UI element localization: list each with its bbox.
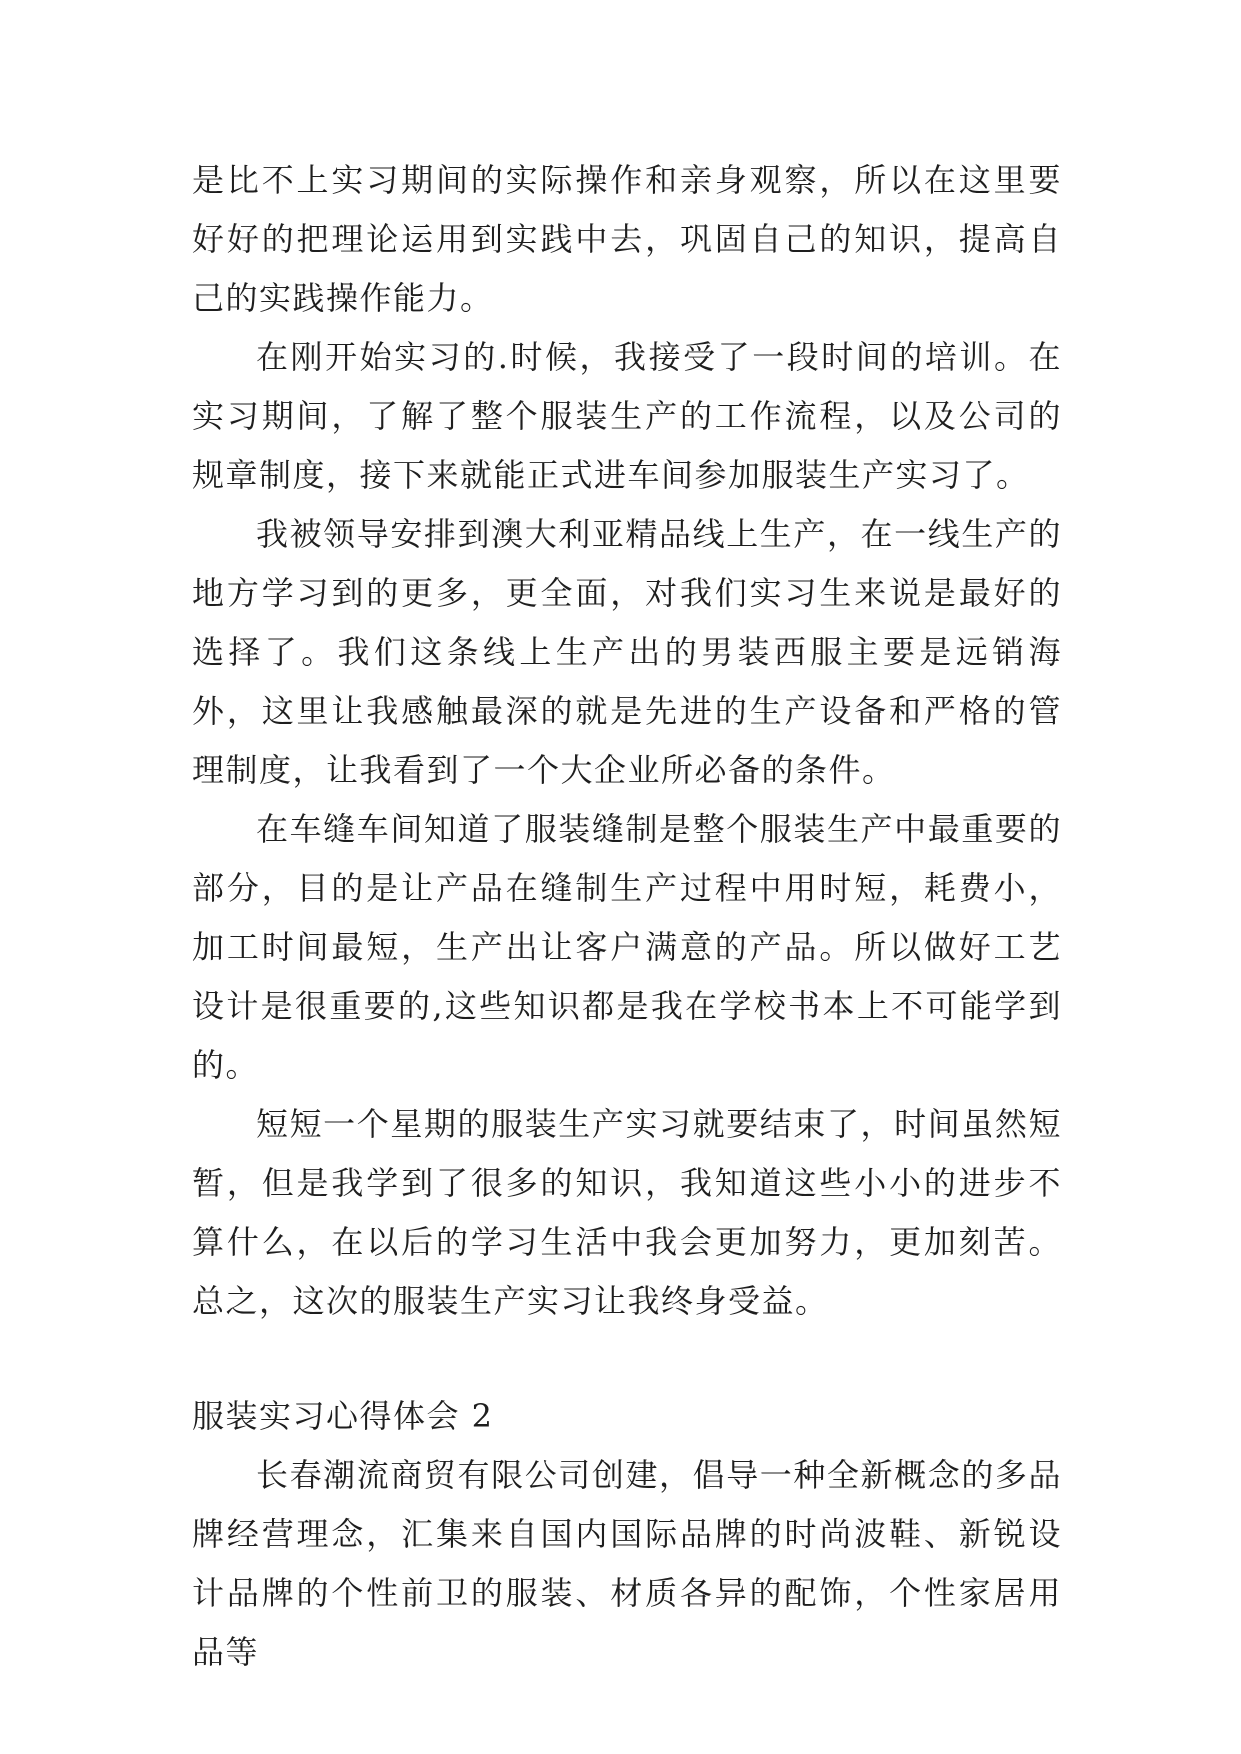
section-title: 服装实习心得体会 2 <box>192 1397 494 1435</box>
paragraph-5: 短短一个星期的服装生产实习就要结束了，时间虽然短暂，但是我学到了很多的知识，我知道这些小小的进步不算什么，在以后的学习生活中我会更加努力，更加刻苦。总之，这次的服装生产实习让我终身受益。 <box>192 1105 1062 1320</box>
document-body <box>192 151 1062 1682</box>
paragraph-2: 在刚开始实习的.时候，我接受了一段时间的培训。在实习期间，了解了整个服装生产的工作流程，以及公司的规章制度，接下来就能正式进车间参加服装生产实习了。 <box>192 338 1062 494</box>
paragraph-4: 在车缝车间知道了服装缝制是整个服装生产中最重要的部分，目的是让产品在缝制生产过程中用时短，耗费小，加工时间最短，生产出让客户满意的产品。所以做好工艺设计是很重要的,这些知识都是我在学校书本上不可能学到的。 <box>192 810 1062 1084</box>
paragraph-3: 我被领导安排到澳大利亚精品线上生产，在一线生产的地方学习到的更多，更全面，对我们实习生来说是最好的选择了。我们这条线上生产出的男装西服主要是远销海外，这里让我感触最深的就是先进的生产设备和严格的管理制度，让我看到了一个大企业所必备的条件。 <box>192 515 1062 789</box>
paragraph-1: 是比不上实习期间的实际操作和亲身观察，所以在这里要好好的把理论运用到实践中去，巩固自己的知识，提高自己的实践操作能力。 <box>192 161 1062 317</box>
section-paragraph-1: 长春潮流商贸有限公司创建，倡导一种全新概念的多品牌经营理念，汇集来自国内国际品牌的时尚波鞋、新锐设计品牌的个性前卫的服装、材质各异的配饰，个性家居用品等 <box>192 1456 1062 1671</box>
